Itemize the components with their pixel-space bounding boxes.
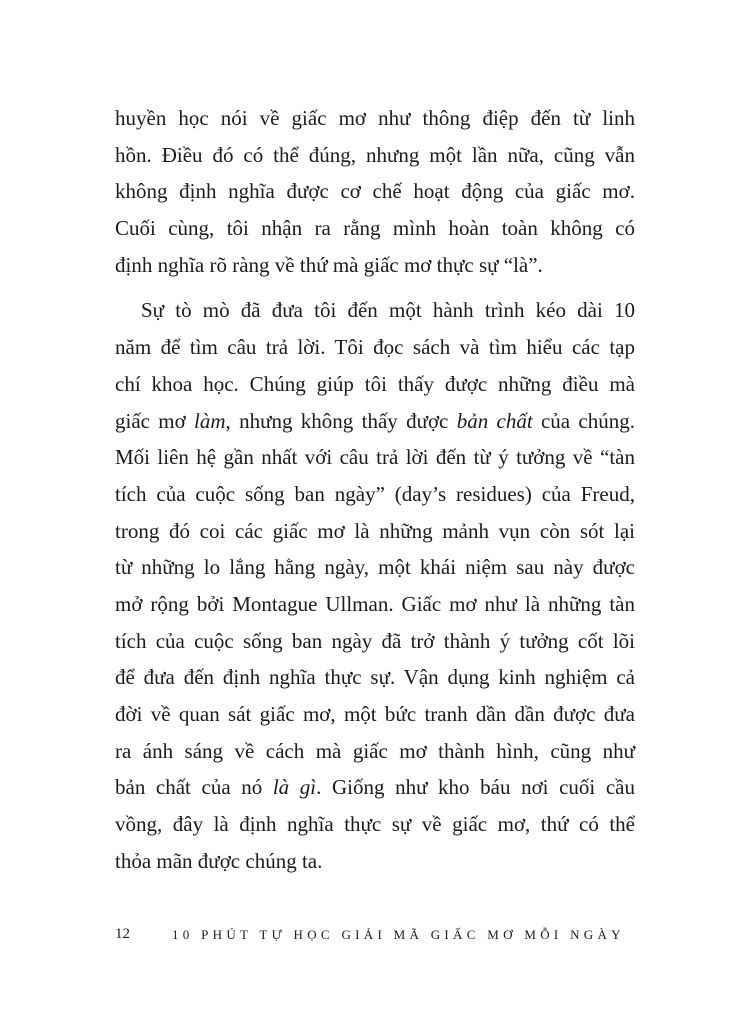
paragraph-1-line: định nghĩa rõ ràng về thứ mà giấc mơ thực sự “là”. bbox=[115, 252, 543, 277]
text-run: . Giống như kho báu nơi cuối cầu bbox=[316, 775, 635, 800]
text-run: bản chất của nó bbox=[115, 775, 273, 800]
italic-emphasis: bản chất bbox=[456, 408, 533, 433]
page-number: 12 bbox=[115, 926, 130, 942]
paragraph-2-line: vồng, đây là định nghĩa thực sự về giấc mơ, thứ có thể bbox=[115, 812, 635, 837]
italic-emphasis: làm bbox=[194, 408, 226, 433]
running-title: 10 PHÚT TỰ HỌC GIẢI MÃ GIẤC MƠ MỖI NGÀY bbox=[172, 927, 625, 942]
paragraph-2-line bbox=[115, 403, 635, 440]
paragraph-2-line: tích của cuộc sống ban ngày” (day’s residues) của Freud, bbox=[115, 481, 635, 506]
page-footer bbox=[115, 926, 635, 950]
paragraph-spacer bbox=[115, 283, 635, 292]
paragraph-2-line: năm để tìm câu trả lời. Tôi đọc sách và tìm hiểu các tạp bbox=[115, 335, 635, 360]
paragraph-2-line: đời về quan sát giấc mơ, một bức tranh dần dần được đưa bbox=[115, 702, 635, 726]
paragraph-1-line: không định nghĩa được cơ chế hoạt động của giấc mơ. bbox=[115, 179, 635, 204]
text-run: của chúng. bbox=[532, 408, 636, 433]
paragraph-2-line: từ những lo lắng hằng ngày, một khái niệm sau này được bbox=[115, 555, 635, 580]
paragraph-2-line: mở rộng bởi Montague Ullman. Giấc mơ như là những tàn bbox=[115, 591, 635, 616]
paragraph-2-line: tích của cuộc sống ban ngày đã trở thành ý tưởng cốt lõi bbox=[115, 628, 635, 653]
paragraph-2-line: ra ánh sáng về cách mà giấc mơ thành hình, cũng như bbox=[115, 738, 635, 763]
paragraph-2-line bbox=[115, 769, 635, 806]
paragraph-2-line: chí khoa học. Chúng giúp tôi thấy được những điều mà bbox=[115, 371, 635, 396]
paragraph-1-line: hồn. Điều đó có thể đúng, nhưng một lần nữa, cũng vẫn bbox=[115, 142, 635, 167]
paragraph-2-line: thỏa mãn được chúng ta. bbox=[115, 848, 323, 873]
text-run: , nhưng không thấy được bbox=[225, 408, 457, 433]
paragraph-1-line: Cuối cùng, tôi nhận ra rằng mình hoàn toàn không có bbox=[115, 216, 635, 241]
paragraph-2-line: Sự tò mò đã đưa tôi đến một hành trình kéo dài 10 bbox=[141, 298, 635, 323]
paragraph-2-line: Mối liên hệ gần nhất với câu trả lời đến từ ý tưởng về “tàn bbox=[115, 445, 635, 470]
paragraph-1-line: huyền học nói về giấc mơ như thông điệp đến từ linh bbox=[115, 106, 635, 130]
italic-emphasis: là gì bbox=[272, 775, 317, 800]
body-text bbox=[115, 100, 635, 879]
paragraph-2-line: trong đó coi các giấc mơ là những mảnh vụn còn sót lại bbox=[115, 518, 635, 543]
text-run: giấc mơ bbox=[115, 408, 195, 433]
paragraph-2-line: để đưa đến định nghĩa thực sự. Vận dụng kinh nghiệm cả bbox=[115, 665, 635, 690]
